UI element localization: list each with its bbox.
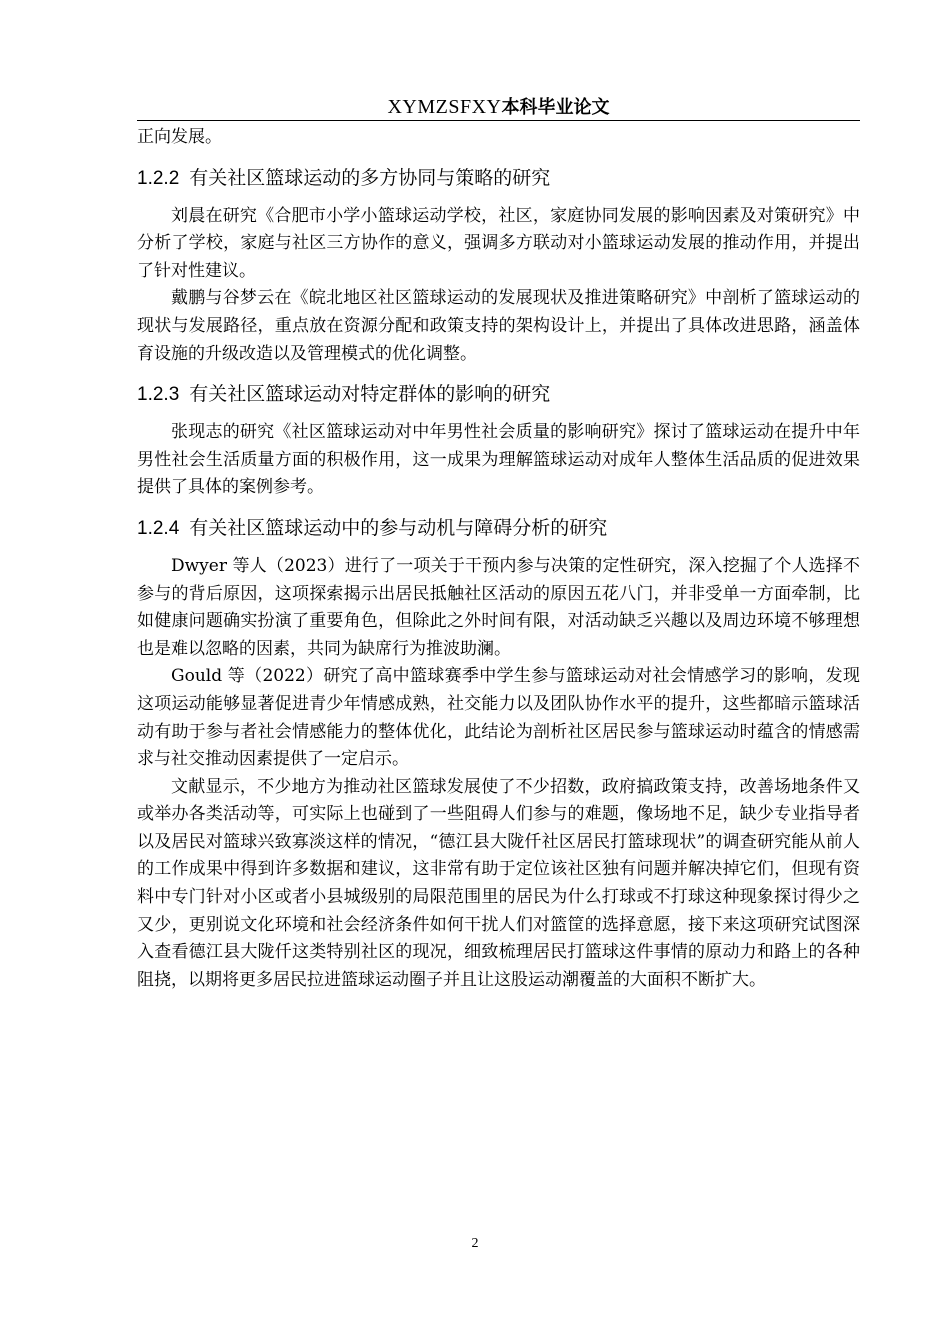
paragraph: 刘晨在研究《合肥市小学小篮球运动学校，社区，家庭协同发展的影响因素及对策研究》中分析了学校，家庭与社区三方协作的意义，强调多方联动对小篮球运动发展的推动作用，并提出了针对性建议。 <box>137 205 860 281</box>
paragraph: 文献显示，不少地方为推动社区篮球发展使了不少招数，政府搞政策支持，改善场地条件又或举办各类活动等，可实际上也碰到了一些阻碍人们参与的难题，像场地不足，缺少专业指导者以及居民对篮球兴致寡淡这样的情况，“德江县大陇仟社区居民打篮球现状”的调查研究能从前人的工作成果中得到许多数据和建议，这非常有助于定位该社区独有问题并解决掉它们，但现有资料中专门针对小区或者小县城级别的局限范围里的居民为什么打球或不打球这种现象探讨得少之又少，更别说文化环境和社会经济条件如何干扰人们对篮筐的选择意愿，接下来这项研究试图深入查看德江县大陇仟这类特别社区的现况，细致梳理居民打篮球这件事情的原动力和路上的各种阻挠，以期将更多居民拉进篮球运动圈子并且让这股运动潮覆盖的大面积不断扩大。 <box>137 776 860 990</box>
paragraph: 张现志的研究《社区篮球运动对中年男性社会质量的影响研究》探讨了篮球运动在提升中年男性社会生活质量方面的积极作用，这一成果为理解篮球运动对成年人整体生活品质的促进效果提供了具体的案例参考。 <box>137 422 860 498</box>
page-number: 2 <box>471 1236 479 1251</box>
section-heading-1-2-2 <box>137 166 860 191</box>
continued-paragraph: 正向发展。 <box>137 127 222 147</box>
section-number: 1.2.3 <box>137 384 180 406</box>
header-title: 本科毕业论文 <box>501 97 610 118</box>
paragraph: Gould 等（2022）研究了高中篮球赛季中学生参与篮球运动对社会情感学习的影响，发现这项运动能够显著促进青少年情感成熟，社交能力以及团队协作水平的提升，这些都暗示篮球活动有助于参与者社会情感能力的整体优化，此结论为剖析社区居民参与篮球运动时蕴含的情感需求与社交推动因素提供了一定启示。 <box>137 666 860 770</box>
section-title: 有关社区篮球运动中的参与动机与障碍分析的研究 <box>189 516 608 539</box>
page-header <box>137 92 860 121</box>
paragraph: 戴鹏与谷梦云在《皖北地区社区篮球运动的发展现状及推进策略研究》中剖析了篮球运动的现状与发展路径，重点放在资源分配和政策支持的架构设计上，并提出了具体改进思路，涵盖体育设施的升级改造以及管理模式的优化调整。 <box>137 288 860 364</box>
page-body <box>137 124 860 994</box>
section-number: 1.2.4 <box>137 517 180 539</box>
section-heading-1-2-3 <box>137 382 860 407</box>
section-title: 有关社区篮球运动对特定群体的影响的研究 <box>189 383 551 406</box>
section-heading-1-2-4 <box>137 516 860 541</box>
section-number: 1.2.2 <box>137 167 180 189</box>
header-school-code: XYMZSFXY <box>387 96 502 118</box>
section-title: 有关社区篮球运动的多方协同与策略的研究 <box>189 166 551 189</box>
paragraph: Dwyer 等人（2023）进行了一项关于干预内参与决策的定性研究，深入挖掘了个人选择不参与的背后原因，这项探索揭示出居民抵触社区活动的原因五花八门，并非受单一方面牵制，比如健康问题确实扮演了重要角色，但除此之外时间有限，对活动缺乏兴趣以及周边环境不够理想也是难以忽略的因素，共同为缺席行为推波助澜。 <box>137 555 860 659</box>
